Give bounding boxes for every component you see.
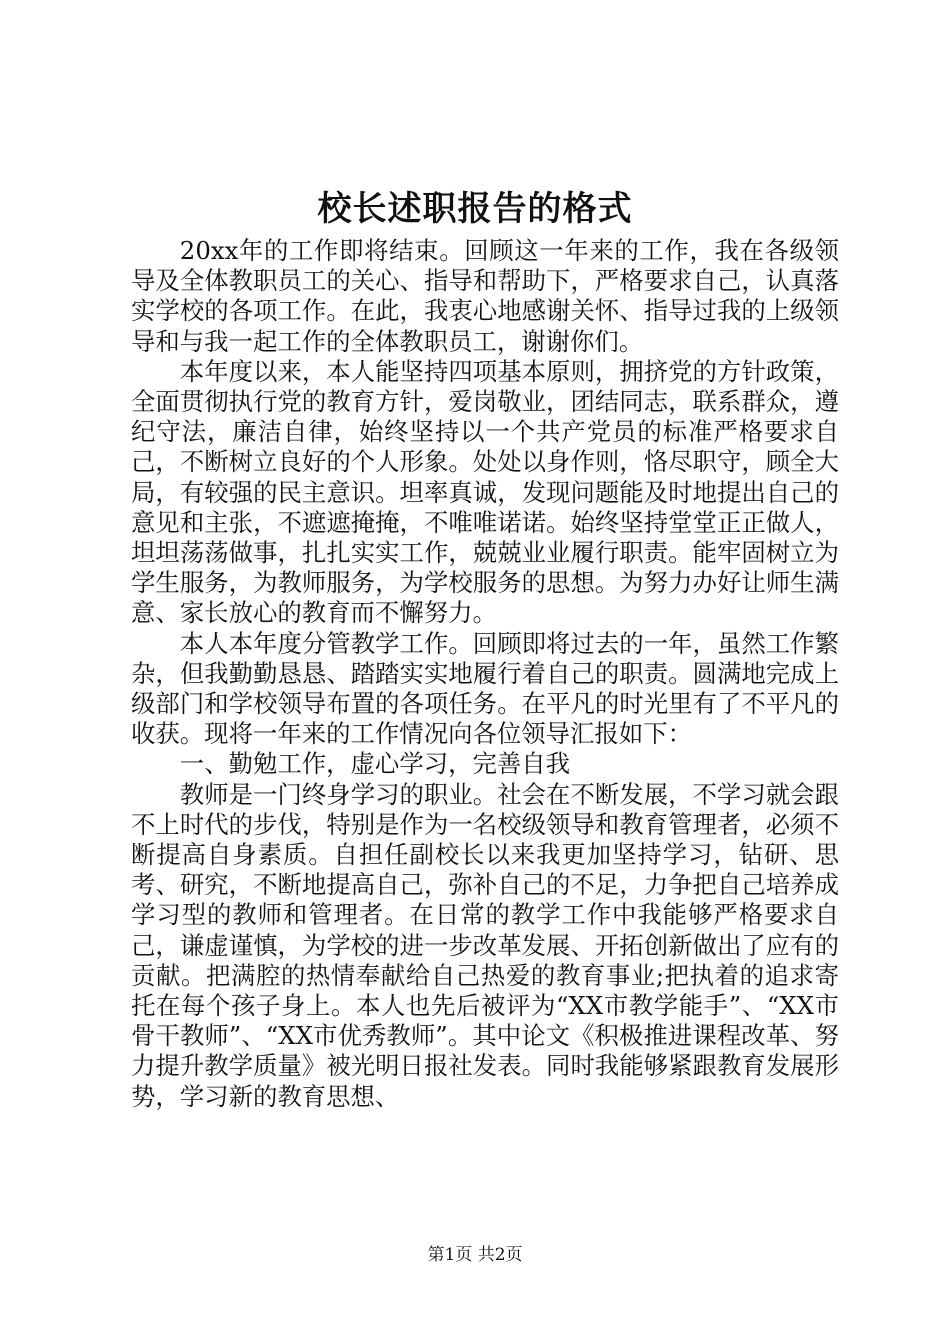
paragraph-learning: 教师是一门终身学习的职业。社会在不断发展，不学习就会跟不上时代的步伐，特别是作为一名校级领导和教育管理者，必须不断提高自身素质。自担任副校长以来我更加坚持学习，钻研、思考、研究，不断地提高自己，弥补自己的不足，力争把自己培养成学习型的教师和管理者。在日常的教学工作中我能够严格要求自己，谦虚谨慎，为学校的进一步改革发展、开拓创新做出了应有的贡献。把满腔的热情奉献给自己热爱的教育事业;把执着的追求寄托在每个孩子身上。本人也先后被评为“XX市教学能手”、“XX市骨干教师”、“XX市优秀教师”。其中论文《积极推进课程改革、努力提升教学质量》被光明日报社发表。同时我能够紧跟教育发展形势，学习新的教育思想、 — [131, 779, 839, 1111]
page-footer: 第1页 共2页 — [427, 1245, 523, 1265]
paragraph-responsibility: 本人本年度分管教学工作。回顾即将过去的一年，虽然工作繁杂，但我勤勤恳恳、踏踏实实地履行着自己的职责。圆满地完成上级部门和学校领导布置的各项任务。在平凡的时光里有了不平凡的收获。现将一年来的工作情况向各位领导汇报如下： — [131, 628, 839, 749]
document-title: 校长述职报告的格式 — [317, 189, 633, 229]
paragraph-principles: 本年度以来，本人能坚持四项基本原则，拥挤党的方针政策，全面贯彻执行党的教育方针，爱岗敬业，团结同志，联系群众，遵纪守法，廉洁自律，始终坚持以一个共产党员的标准严格要求自己，不断树立良好的个人形象。处处以身作则，恪尽职守，顾全大局，有较强的民主意识。坦率真诚，发现问题能及时地提出自己的意见和主张，不遮遮掩掩，不唯唯诺诺。始终坚持堂堂正正做人，坦坦荡荡做事，扎扎实实工作，兢兢业业履行职责。能牢固树立为学生服务，为教师服务，为学校服务的思想。为努力办好让师生满意、家长放心的教育而不懈努力。 — [131, 356, 839, 628]
document-body — [131, 236, 839, 1112]
section-heading-1: 一、勤勉工作，虚心学习，完善自我 — [179, 749, 571, 779]
paragraph-intro: 20xx年的工作即将结束。回顾这一年来的工作，我在各级领导及全体教职员工的关心、指导和帮助下，严格要求自己，认真落实学校的各项工作。在此，我衷心地感谢关怀、指导过我的上级领导和与我一起工作的全体教职员工，谢谢你们。 — [131, 236, 839, 356]
